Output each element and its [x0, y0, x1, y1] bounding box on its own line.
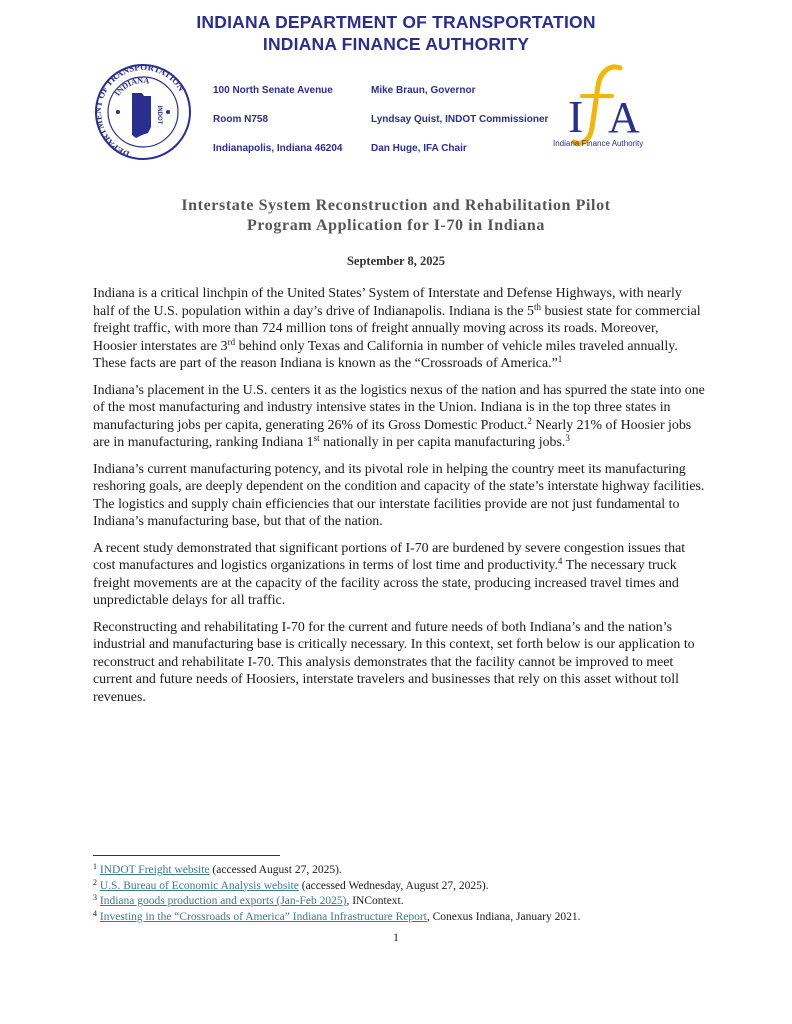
address-city: Indianapolis, Indiana 46204	[213, 143, 343, 154]
paragraph-5: Reconstructing and rehabilitating I-70 for the current and future needs of both Indiana’s and the nation’s industrial and manufacturing base is critically necessary. In this context, set forth below is our application to reconstruct and rehabilitate I-70. This analysis demonstrates that the facility cannot be improved to meet current and future needs of Hoosiers, interstate travelers and businesses that rely on this asset without toll revenues.	[93, 619, 695, 705]
footnote-ref-3: 3	[565, 433, 570, 443]
footnote-4: $^4$ Investing in the “Crossroads of America” Indiana Infrastructure Report, Conexus Indiana, January 2021.	[93, 908, 581, 923]
official-chair: Dan Huge, IFA Chair	[371, 143, 467, 154]
document-date: September 8, 2025	[346, 254, 446, 268]
agency-header-line-1: INDIANA DEPARTMENT OF TRANSPORTATION	[196, 12, 596, 32]
address-street: 100 North Senate Avenue	[213, 85, 333, 96]
footnote-ref-2: 2	[527, 415, 532, 426]
footnote-3: $^3$ Indiana goods production and exports (Jan-Feb 2025), INContext.	[93, 893, 404, 907]
svg-text:A: A	[608, 93, 640, 142]
footnote-2: $^2$ U.S. Bureau of Economic Analysis website (accessed Wednesday, August 27, 2025).	[93, 877, 489, 892]
paragraph-1: Indiana is a critical linchpin of the United States’ System of Interstate and Defense Highways, with nearly half of the U.S. population within a day’s drive of Indianapolis. Indiana is the 5th busiest state for commercial freight traffic, with more than 724 million tons of freight annually moving across its roads. Moreover, Hoosier interstates are 3rd behind only Texas and California in number of vehicle miles traveled annually. These facts are part of the reason Indiana is known as the “Crossroads of America.”$^1$	[93, 286, 701, 371]
seal-top-text: INDIANA	[112, 75, 150, 98]
official-commissioner: Lyndsay Quist, INDOT Commissioner	[371, 114, 549, 125]
footnote-4-link[interactable]: Investing in the “Crossroads of America” Indiana Infrastructure Report	[99, 910, 427, 923]
ifa-caption: Indiana Finance Authority	[553, 139, 644, 148]
footnotes	[93, 863, 713, 925]
document-body	[93, 285, 705, 715]
paragraph-4: A recent study demonstrated that significant portions of I-70 are burdened by severe congestion issues that cost manufactures and logistics organizations in terms of lost time and productivity.$^4$ The necessary truck freight movements are at the capacity of the facility across the state, producing increased travel times and unpredictable delays for all traffic.	[93, 540, 686, 608]
page-number: 1	[393, 932, 399, 944]
footnote-divider	[93, 855, 280, 856]
paragraph-3: Indiana’s current manufacturing potency, and its pivotal role in helping the country meet its manufacturing reshoring goals, are deeply dependent on the condition and capacity of the state’s interstate highway facilities. The logistics and supply chain efficiencies that our interstate facilities provide are not just fundamental to Indiana’s manufacturing base, but that of the nation.	[93, 461, 705, 529]
seal-outer-text: DEPARTMENT OF TRANSPORTATION	[92, 63, 187, 160]
official-governor: Mike Braun, Governor	[371, 85, 476, 96]
footnote-ref-4: 4	[557, 556, 563, 566]
footnote-2-link[interactable]: U.S. Bureau of Economic Analysis website	[99, 879, 299, 892]
indot-seal-logo	[92, 63, 194, 161]
document-title-line-2: Program Application for I-70 in Indiana	[247, 217, 545, 234]
paragraph-2: Indiana’s placement in the U.S. centers it as the logistics nexus of the nation and has spurred the state into one of the most manufacturing and industry intensive states in the Union. Indiana is in the top three states in manufacturing jobs per capita, generating 26% of its Gross Domestic Product.$^2$ Nearly 21% of Hoosier jobs are in manufacturing, ranking Indiana 1st nationally in per capita manufacturing jobs.$^3$	[93, 382, 705, 450]
footnote-ref-1: 1	[557, 354, 563, 364]
svg-text:I: I	[568, 91, 584, 142]
agency-header-line-2: INDIANA FINANCE AUTHORITY	[262, 34, 530, 54]
seal-inner-text: INDOT	[156, 105, 162, 125]
address-room: Room N758	[213, 114, 269, 125]
footnote-3-link[interactable]: Indiana goods production and exports (Jan-Feb 2025)	[99, 895, 347, 907]
footnote-1: $^1$ INDOT Freight website (accessed August 27, 2025).	[93, 862, 342, 876]
footnote-1-link[interactable]: INDOT Freight website	[99, 864, 210, 876]
document-title-line-1: Interstate System Reconstruction and Rehabilitation Pilot	[181, 197, 611, 214]
